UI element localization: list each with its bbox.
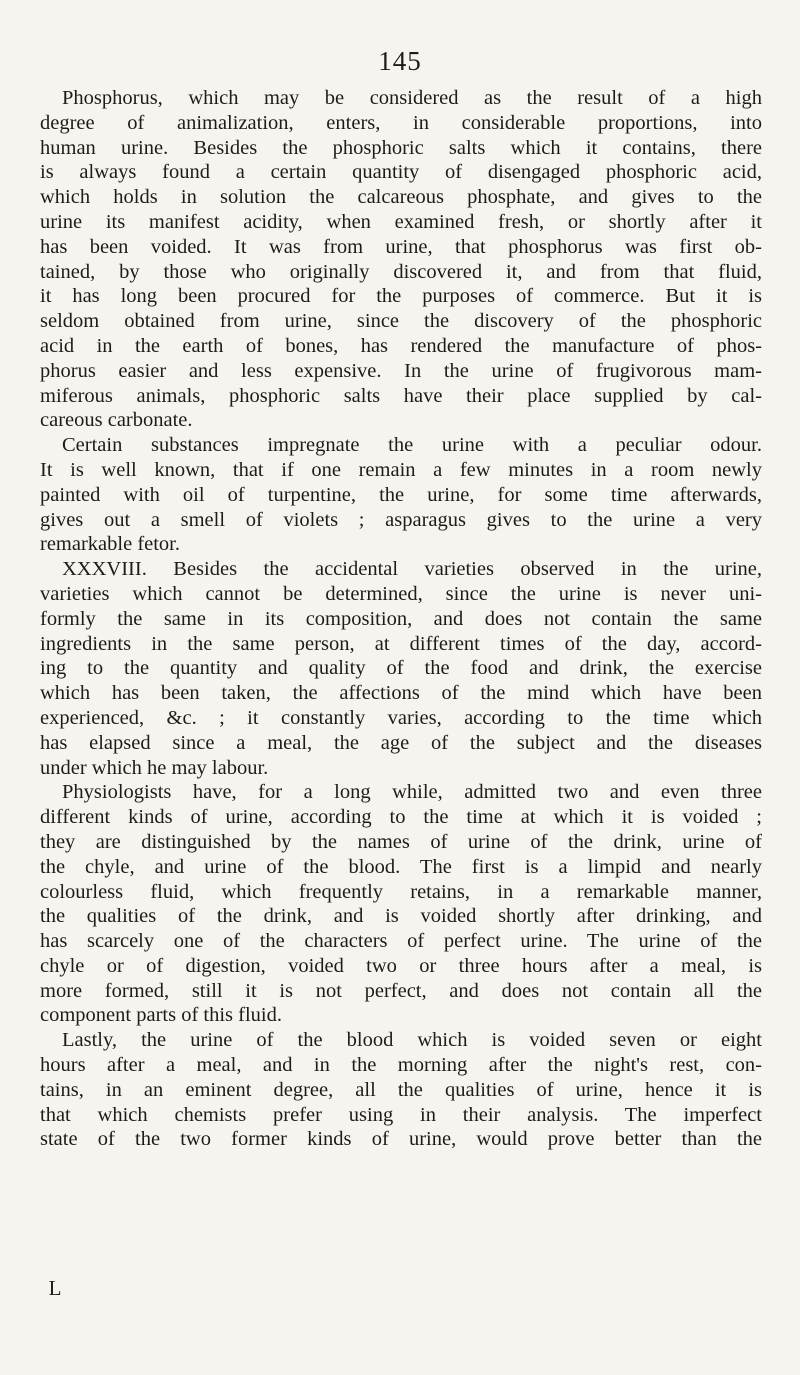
text-line: Lastly, the urine of the blood which is voided seven or eight [62,1029,762,1052]
text-line: has been voided. It was from urine, that phosphorus was first ob- [40,235,762,258]
text-line: gives out a smell of violets ; asparagus gives to the urine a very [40,508,762,531]
text-line: It is well known, that if one remain a few minutes in a room newly [40,458,762,481]
text-line: urine its manifest acidity, when examined fresh, or shortly after it [40,210,762,233]
text-line: tains, in an eminent degree, all the qualities of urine, hence it is [40,1078,762,1101]
text-line: that which chemists prefer using in their analysis. The imperfect [40,1103,762,1126]
text-line: tained, by those who originally discovered it, and from that fluid, [40,260,762,283]
text-line: formly the same in its composition, and does not contain the same [40,607,762,630]
text-line: the chyle, and urine of the blood. The first is a limpid and nearly [40,855,762,878]
text-line: component parts of this fluid. [40,1004,282,1027]
text-line: the qualities of the drink, and is voided shortly after drinking, and [40,905,762,928]
body-text [40,86,762,1152]
text-line: different kinds of urine, according to the time at which it is voided ; [40,806,762,829]
text-line: they are distinguished by the names of urine of the drink, urine of [40,830,762,853]
text-line: ingredients in the same person, at different times of the day, accord- [40,632,762,655]
text-line: varieties which cannot be determined, since the urine is never uni- [40,582,762,605]
text-line: has scarcely one of the characters of perfect urine. The urine of the [40,930,762,953]
text-line: more formed, still it is not perfect, and does not contain all the [40,979,762,1002]
text-line: it has long been procured for the purposes of commerce. But it is [40,285,762,308]
text-line: human urine. Besides the phosphoric salts which it contains, there [40,136,762,159]
text-line: under which he may labour. [40,756,269,779]
text-line: painted with oil of turpentine, the urine, for some time afterwards, [40,483,762,506]
text-line: hours after a meal, and in the morning after the night's rest, con- [40,1054,762,1077]
text-line: degree of animalization, enters, in considerable proportions, into [40,111,762,134]
text-line: which has been taken, the affections of the mind which have been [40,682,762,705]
text-line: has elapsed since a meal, the age of the subject and the diseases [40,731,762,754]
text-line: Certain substances impregnate the urine with a peculiar odour. [62,434,762,457]
text-line: phorus easier and less expensive. In the urine of frugivorous mam- [40,359,762,382]
text-line: is always found a certain quantity of disengaged phosphoric acid, [40,161,762,184]
text-line: careous carbonate. [40,409,193,432]
text-line: Phosphorus, which may be considered as the result of a high [62,87,762,109]
text-line: Physiologists have, for a long while, admitted two and even three [62,781,762,804]
signature-mark: L [48,1276,62,1300]
text-line: remarkable fetor. [40,533,181,556]
text-line: miferous animals, phosphoric salts have their place supplied by cal- [40,384,762,407]
text-line: chyle or of digestion, voided two or three hours after a meal, is [40,954,762,977]
text-line: XXXVIII. Besides the accidental varieties observed in the urine, [62,558,762,581]
text-line: colourless fluid, which frequently retains, in a remarkable manner, [40,880,762,903]
text-line: seldom obtained from urine, since the discovery of the phosphoric [40,310,762,333]
text-line: which holds in solution the calcareous phosphate, and gives to the [40,186,762,209]
text-line: state of the two former kinds of urine, would prove better than the [40,1128,762,1151]
page-number: 145 [378,46,422,76]
text-line: ing to the quantity and quality of the food and drink, the exercise [40,657,762,680]
text-line: experienced, &c. ; it constantly varies, according to the time which [40,706,762,729]
text-line: acid in the earth of bones, has rendered the manufacture of phos- [40,334,762,357]
